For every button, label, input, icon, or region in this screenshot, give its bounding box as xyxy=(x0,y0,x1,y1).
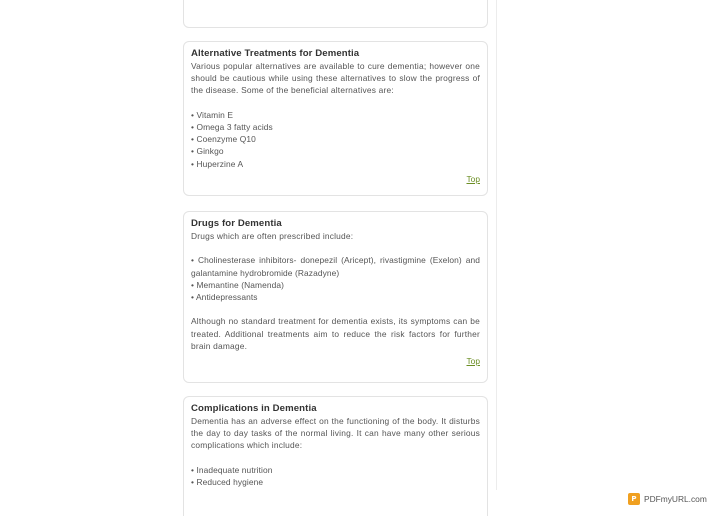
previous-section-card xyxy=(183,0,488,28)
top-link[interactable]: Top xyxy=(466,356,480,366)
section-drugs xyxy=(183,211,488,383)
section-complications xyxy=(183,396,488,516)
section-intro: Drugs which are often prescribed include: xyxy=(191,231,354,241)
list-item: • Omega 3 fatty acids xyxy=(191,122,273,132)
bullet-list xyxy=(191,109,480,170)
pdfmyurl-badge[interactable] xyxy=(628,492,707,506)
brand-label: PDFmyURL.com xyxy=(644,494,707,504)
list-item: • Ginkgo xyxy=(191,146,224,157)
section-title: Complications in Dementia xyxy=(191,403,317,414)
bullet-list xyxy=(191,254,480,303)
column-divider xyxy=(496,0,497,490)
list-item: • Reduced hygiene xyxy=(191,477,264,487)
list-item: • Cholinesterase inhibitors- donepezil (Aricept), rivastigmine (Exelon) and galantamine hydrobromide (Razadyne) xyxy=(191,255,480,278)
list-item: • Vitamin E xyxy=(191,109,234,120)
bullet-list xyxy=(191,464,480,488)
top-link[interactable]: Top xyxy=(466,173,480,184)
section-title: Alternative Treatments for Dementia xyxy=(191,48,360,59)
section-alternative-treatments xyxy=(183,41,488,196)
list-item: • Inadequate nutrition xyxy=(191,464,273,475)
section-paragraph: Various popular alternatives are available to cure dementia; however one should be cautious while using these alternatives to slow the progress of the disease. Some of the beneficial alternatives are: xyxy=(191,61,480,96)
section-outro: Although no standard treatment for dementia exists, its symptoms can be treated. Additional treatments aim to reduce the risk factors for further brain damage. xyxy=(191,316,480,351)
list-item: • Coenzyme Q10 xyxy=(191,134,256,145)
list-item: • Antidepressants xyxy=(191,292,258,302)
pdf-logo-icon: P xyxy=(628,493,640,505)
list-item: • Memantine (Namenda) xyxy=(191,279,285,290)
list-item: • Huperzine A xyxy=(191,158,244,169)
section-title: Drugs for Dementia xyxy=(191,218,282,229)
section-intro: Dementia has an adverse effect on the functioning of the body. It disturbs the day to day tasks of the normal living. It can have many other serious complications which include: xyxy=(191,416,480,451)
